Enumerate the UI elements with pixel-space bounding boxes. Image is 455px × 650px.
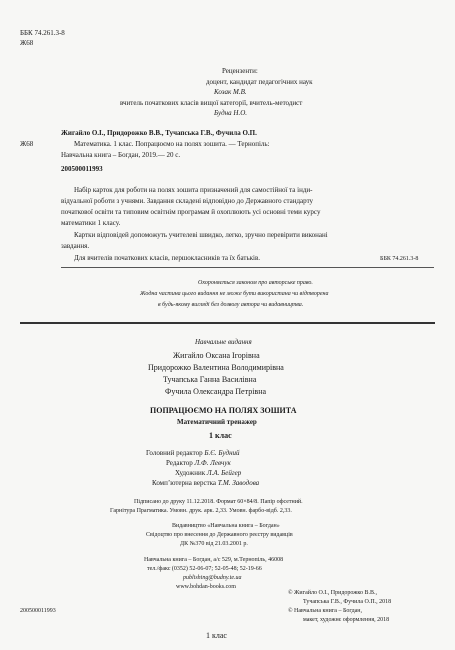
reviewer-1-role: доцент, кандидат педагогічних наук xyxy=(206,78,313,86)
annotation-p1-line1: Набір карток для роботи на полях зошита призначений для самостійної та інди- xyxy=(74,186,313,194)
book-title: ПОПРАЦЮЄМО НА ПОЛЯХ ЗОШИТА xyxy=(150,406,297,415)
print-info-2: Гарнітура Прагматика. Умовн. друк. арк. 2,33. Умовн. фарбо-відб. 2,33. xyxy=(110,508,292,514)
catalog-isbn: 200500011993 xyxy=(61,165,103,173)
staff-editor: Редактор Л.Ф. Левчук xyxy=(166,459,231,467)
author-full-name: Жигайло Оксана Ігорівна xyxy=(173,351,260,360)
publisher-registry-number: ДК №370 від 21.03.2001 р. xyxy=(180,541,248,547)
catalog-authors: Жигайло О.І., Придорожко В.В., Тучапська Г.В., Фучила О.П. xyxy=(61,129,257,137)
copyright-notice-1: Охороняється законом про авторське право. xyxy=(198,280,313,286)
copyright-notice-3: в будь-якому вигляді без дозволу автора чи видавництва. xyxy=(158,302,304,308)
bbk-code: ББК 74.261.3-8 xyxy=(20,29,65,37)
copyright-authors-2: Тучапська Г.В., Фучила О.П., 2018 xyxy=(303,599,392,605)
edition-label: Навчальне видання xyxy=(195,338,252,346)
reviewers-heading: Рецензенти: xyxy=(222,67,258,75)
staff-chief-editor: Головний редактор Б.Є. Будний xyxy=(146,449,240,457)
copyright-notice-2: Жодна частина цього видання не може бути використана чи відтворена xyxy=(140,291,329,297)
reviewer-2-name: Будна Н.О. xyxy=(214,109,248,117)
author-full-name: Фучила Олександра Петрівна xyxy=(165,387,267,396)
publisher-website: www.bohdan-books.com xyxy=(176,584,236,590)
reviewer-2-role: вчитель початкових класів вищої категорії, вчитель-методист xyxy=(120,99,303,107)
catalog-code: Ж68 xyxy=(20,140,34,148)
publisher-registry: Свідоцтво про внесення до Державного реєстру видавців xyxy=(146,532,293,538)
annotation-p1-line3: початкової освіти та типовим освітнім програмам й охоплюють усі основні теми курсу xyxy=(61,208,321,216)
annotation-divider xyxy=(61,267,434,268)
staff-artist: Художник Л.А. Бейгер xyxy=(175,469,242,477)
print-info-1: Підписано до друку 11.12.2018. Формат 60×84/8. Папір офсетний. xyxy=(134,499,303,505)
publisher-email: publishing@budny.te.ua xyxy=(183,575,242,581)
book-subtitle: Математичний тренажер xyxy=(177,418,257,426)
copyright-publisher-2: макет, художнє оформлення, 2018 xyxy=(303,617,390,623)
annotation-p1-line4: математики 1 класу. xyxy=(61,219,121,227)
catalog-line-2: Навчальна книга – Богдан, 2019.— 20 с. xyxy=(61,151,181,159)
reviewer-1-name: Козак М.В. xyxy=(214,88,247,96)
page-footer-label: 1 клас xyxy=(206,631,227,640)
footer-isbn: 200500011993 xyxy=(20,608,56,614)
annotation-p2-line2: завдання. xyxy=(61,242,90,250)
author-full-name: Придорожко Валентина Володимирівна xyxy=(148,363,284,372)
udk-code: Ж68 xyxy=(20,39,34,47)
annotation-p2-line1: Картки відповідей допоможуть учителеві швидко, легко, зручно перевірити виконані xyxy=(74,231,328,239)
staff-layout: Комп’ютерна верстка Т.М. Заводова xyxy=(152,479,260,487)
annotation-bbk: ББК 74.261.3-8 xyxy=(380,256,419,262)
section-divider xyxy=(20,322,435,324)
publisher-phone: тел./факс (0352) 52-06-07; 52-05-48; 52-19-66 xyxy=(147,566,262,572)
annotation-p1-line2: відуальної роботи з учнями. Завдання складені відповідно до Державного стандарту xyxy=(61,197,314,205)
copyright-authors-1: © Жигайло О.І., Придорожко В.В., xyxy=(288,590,378,596)
publisher-name: Видавництво «Навчальна книга – Богдан» xyxy=(172,523,280,529)
publisher-address: Навчальна книга – Богдан, а/с 529, м.Тернопіль, 46008 xyxy=(144,557,284,563)
copyright-publisher-1: © Навчальна книга – Богдан, xyxy=(288,608,362,614)
annotation-p3: Для вчителів початкових класів, першокласників та їх батьків. xyxy=(74,254,261,262)
book-grade: 1 клас xyxy=(209,431,232,440)
author-full-name: Тучапська Ганна Василівна xyxy=(163,375,257,384)
catalog-line-1: Математика. 1 клас. Попрацюємо на полях зошита. — Тернопіль: xyxy=(74,140,270,148)
